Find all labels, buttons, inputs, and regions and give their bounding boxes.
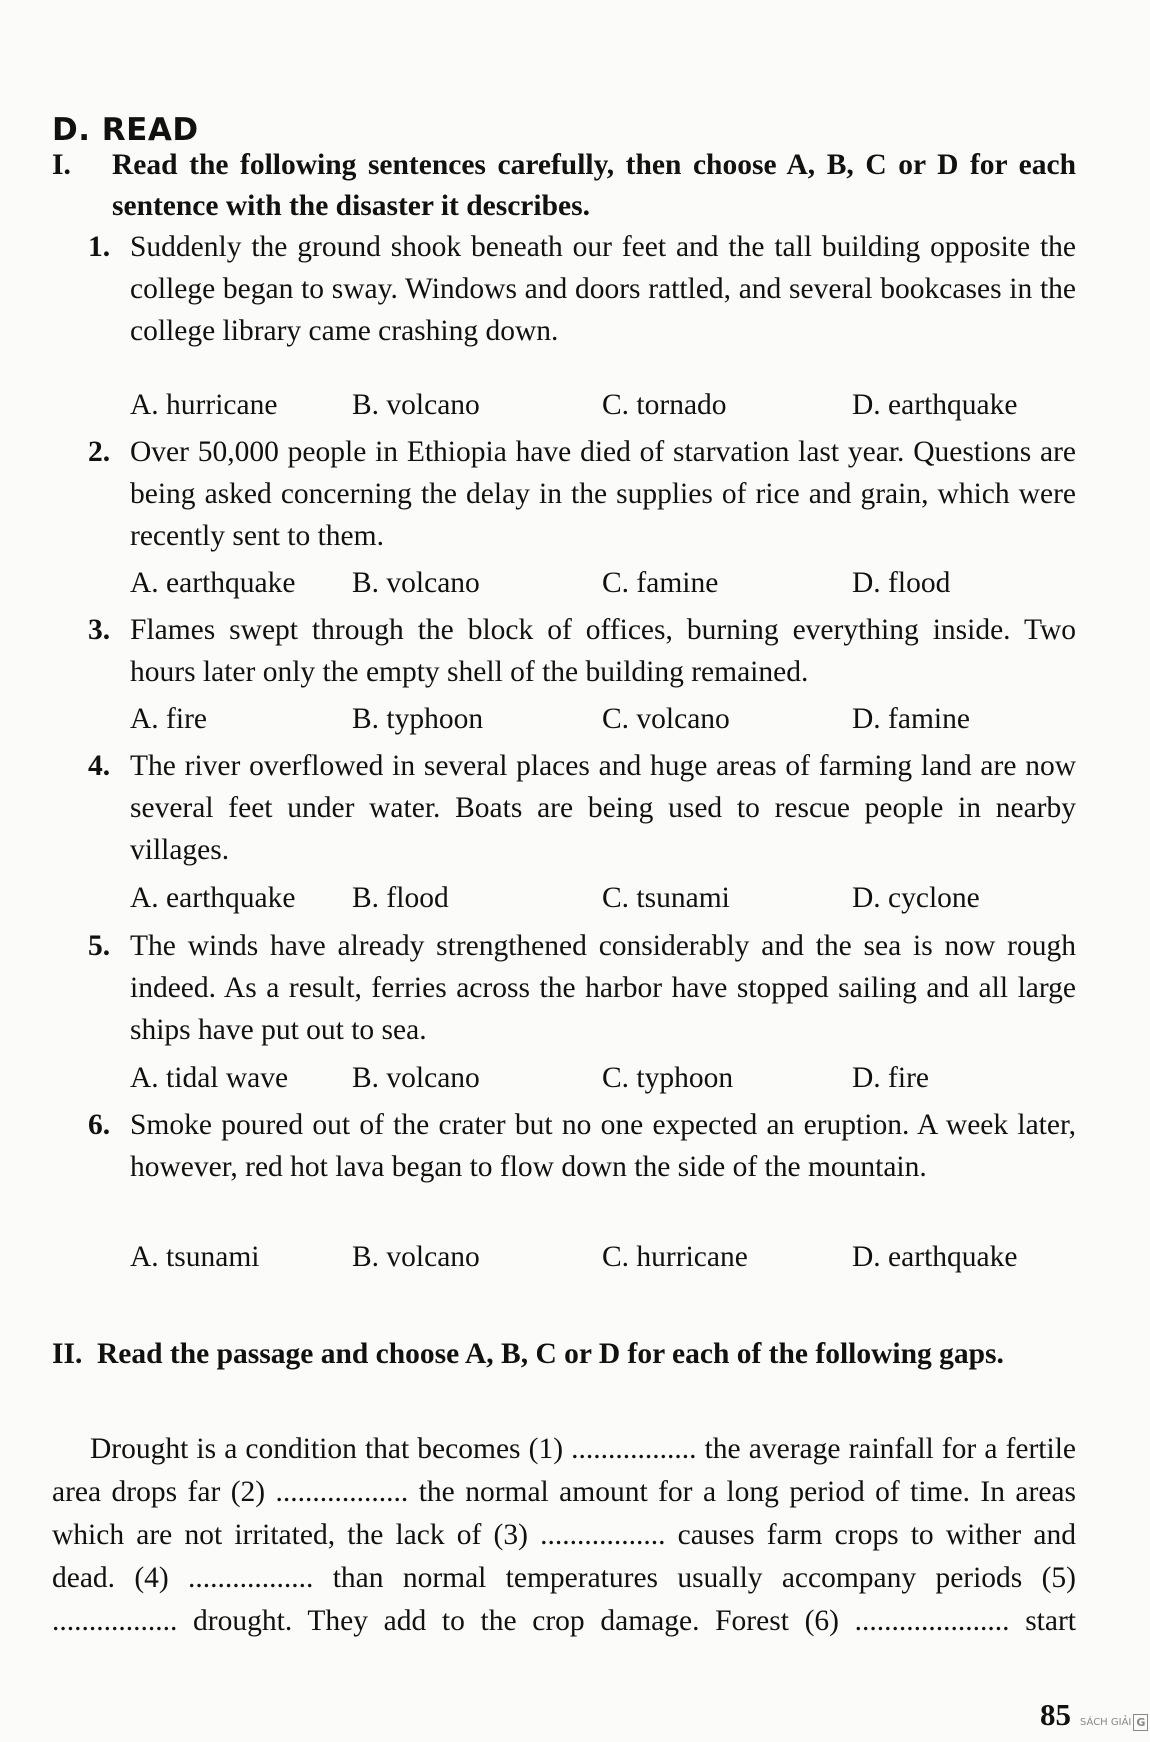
question-5-options — [130, 1057, 1090, 1099]
page-number: 85 — [1040, 1697, 1071, 1732]
option-a: A. tsunami — [130, 1241, 260, 1273]
question-number: 2. — [88, 436, 111, 468]
question-text: The river overflowed in several places and huge areas of farming land are now several feet under water. Boats are being used to rescue people in nearby villages. — [130, 750, 1076, 866]
question-4-options — [130, 877, 1090, 919]
option-b: B. volcano — [352, 567, 480, 599]
brand-text: SÁCH GIẢI — [1080, 1717, 1132, 1728]
question-6-options — [130, 1236, 1090, 1278]
part1-instruction — [52, 145, 1076, 227]
question-text: The winds have already strengthened considerably and the sea is now rough indeed. As a result, ferries across the harbor have stopped sailing and all large ships have put out to sea. — [130, 930, 1076, 1046]
option-a: A. earthquake — [130, 567, 296, 599]
question-number: 3. — [88, 614, 111, 646]
question-text: Suddenly the ground shook beneath our feet and the tall building opposite the college began to sway. Windows and doors rattled, and several bookcases in the college library came crashing down. — [130, 231, 1076, 347]
publisher-logo — [1080, 1714, 1148, 1731]
question-number: 6. — [88, 1109, 111, 1141]
option-c: C. typhoon — [602, 1062, 734, 1094]
option-a: A. fire — [130, 703, 207, 735]
question-2-options — [130, 562, 1090, 604]
question-2 — [88, 431, 1076, 557]
question-5 — [88, 925, 1076, 1051]
option-b: B. flood — [352, 882, 449, 914]
part1-number: I. — [52, 149, 71, 181]
part2-instruction — [52, 1334, 1076, 1375]
question-number: 1. — [88, 231, 111, 263]
option-b: B. volcano — [352, 1062, 480, 1094]
question-1-options — [130, 384, 1090, 426]
part2-instruction-text: Read the passage and choose A, B, C or D for each of the following gaps. — [97, 1338, 1004, 1370]
question-3-options — [130, 698, 1090, 740]
question-number: 4. — [88, 750, 111, 782]
option-b: B. volcano — [352, 389, 480, 421]
option-d: D. cyclone — [852, 882, 980, 914]
option-c: C. hurricane — [602, 1241, 748, 1273]
question-text: Over 50,000 people in Ethiopia have died of starvation last year. Questions are being asked concerning the delay in the supplies of rice and grain, which were recently sent to them. — [130, 436, 1076, 552]
question-4 — [88, 745, 1076, 871]
option-b: B. typhoon — [352, 703, 484, 735]
option-a: A. earthquake — [130, 882, 296, 914]
option-b: B. volcano — [352, 1241, 480, 1273]
question-3 — [88, 609, 1076, 693]
option-d: D. fire — [852, 1062, 929, 1094]
option-a: A. hurricane — [130, 389, 278, 421]
question-text: Flames swept through the block of offices, burning everything inside. Two hours later only the empty shell of the building remained. — [130, 614, 1076, 688]
option-d: D. flood — [852, 567, 951, 599]
option-c: C. tsunami — [602, 882, 730, 914]
option-d: D. earthquake — [852, 389, 1018, 421]
option-a: A. tidal wave — [130, 1062, 289, 1094]
option-c: C. famine — [602, 567, 719, 599]
question-1 — [88, 226, 1076, 352]
question-number: 5. — [88, 930, 111, 962]
question-text: Smoke poured out of the crater but no one expected an eruption. A week later, however, red hot lava began to flow down the side of the mountain. — [130, 1109, 1076, 1183]
question-6 — [88, 1104, 1076, 1188]
section-title: D. READ — [52, 112, 199, 148]
option-c: C. volcano — [602, 703, 730, 735]
part1-instruction-text: Read the following sentences carefully, then choose A, B, C or D for each sentence with the disaster it describes. — [112, 149, 1076, 222]
option-d: D. earthquake — [852, 1241, 1018, 1273]
option-d: D. famine — [852, 703, 970, 735]
part2-number: II. — [52, 1338, 83, 1370]
brand-mark: G — [1133, 1714, 1148, 1731]
reading-passage: Drought is a condition that becomes (1) ................. the average rainfall for a fertile area drops far (2) .................. the normal amount for a long period of time. In areas which are not irritated, the lack of (3) ................. causes farm crops to wither and dead. (4) ................. than normal temperatures usually accompany periods (5) ................. drought. They add to the crop damage. Forest (6) ..................... start — [52, 1433, 1076, 1637]
option-c: C. tornado — [602, 389, 727, 421]
